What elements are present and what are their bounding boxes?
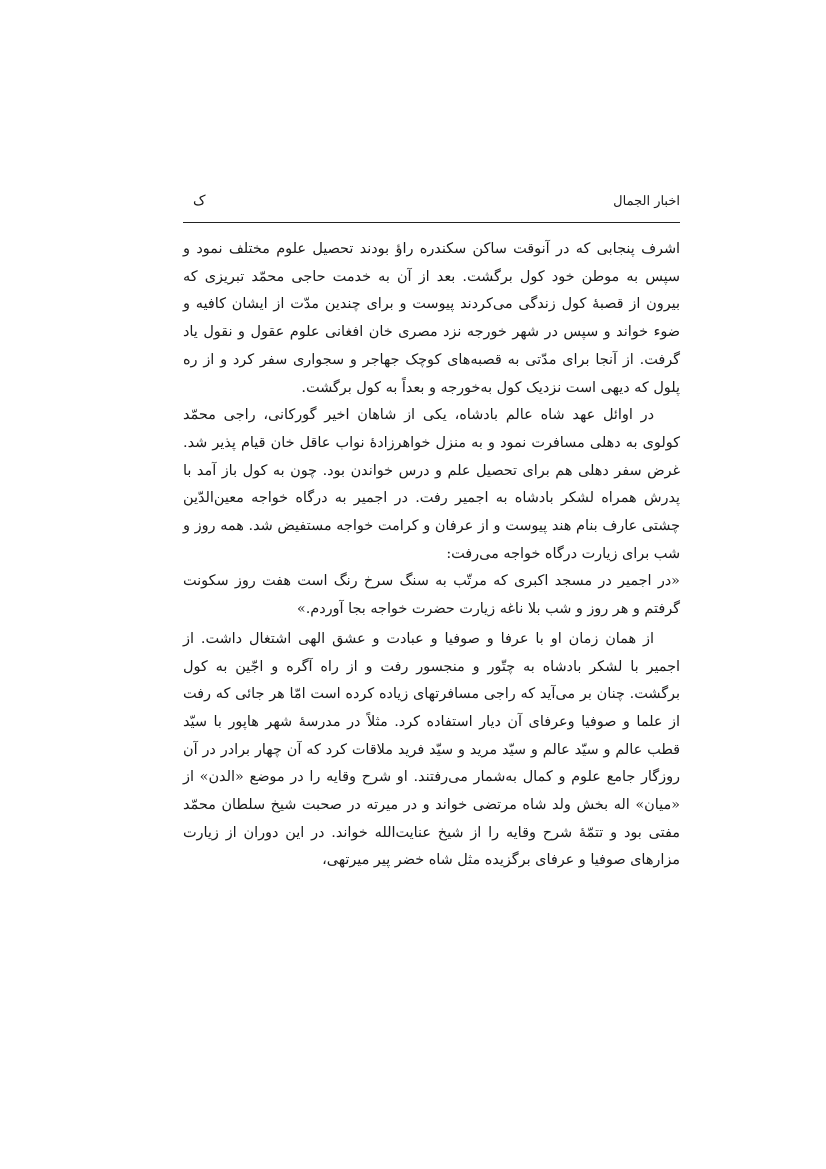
- paragraph-3: از همان زمان او با عرفا و صوفیا و عبادت و عشق الهی اشتغال داشت. از اجمیر با لشکر بادشاه به چتّور و منجسور رفت و از راه آگره و اجّین به کول برگشت. چنان بر می‌آید که راجی مسافرتهای زیاده کرده است امّا هر جائی که رفت از علما و صوفیا وعرفای آن دیار استفاده کرد. مثلاً در مدرسهٔ شهر هاپور با سیّد قطب عالم و سیّد عالم و سیّد مرید و سیّد فرید ملاقات کرد که آن چهار برادر در آن روزگار جامع علوم و کمال به‌شمار می‌رفتند. او شرح وقایه را در موضع «الدن» از «میان» اله بخش ولد شاه مرتضی خواند و در میرته در صحبت شیخ سلطان محمّد مفتی بود و تتمّهٔ شرح وقایه را از شیخ عنایت‌الله خواند. در این دوران از زیارت مزارهای صوفیا و عرفای برگزیده مثل شاه خضر پیر میرتهی،: [183, 630, 680, 869]
- paragraph-2: در اوائل عهد شاه عالم بادشاه، یکی از شاهان اخیر گورکانی، راجی محمّد کولوی به دهلی مسافرت نمود و به منزل خواهرزادهٔ نواب عاقل خان قیام پذیر شد. غرض سفر دهلی هم برای تحصیل علم و درس خواندن بود. چون به کول باز آمد با پدرش همراه لشکر بادشاه به اجمیر رفت. در اجمیر به درگاه خواجه معین‌الدّین چشتی عارف بنام هند پیوست و از عرفان و کرامت خواجه مستفیض شد. همه روز و شب برای زیارت درگاه خواجه می‌رفت:: [183, 407, 681, 562]
- page-number: ک: [193, 193, 206, 209]
- paragraph-1: اشرف پنجابی که در آنوقت ساکن سکندره راؤ بودند تحصیل علوم مختلف نمود و سپس به موطن خود کول برگشت. بعد از آن به خدمت حاجی محمّد تبریزی که بیرون از قصبهٔ کول زندگی می‌کردند پیوست و برای چندین مدّت از ایشان کافیه و ضوء خواند و سپس در شهر خورجه نزد مصری خان افغانی علوم عقول و نقول یاد گرفت. از آنجا برای مدّتی به قصبه‌های کوچک جهاجر و سجواری سفر کرد و از ره پلول که دیهی است نزدیک کول به‌خورجه و بعداً به کول برگشت.: [183, 241, 680, 396]
- quote-block: «در اجمیر در مسجد اکبری که مرتّب به سنگ سرخ رنگ است هفت روز سکونت گرفتم و هر روز و شب بلا ناغه زیارت حضرت خواجه بجا آوردم.»: [183, 573, 680, 618]
- running-header: [183, 192, 680, 223]
- body-text: [183, 236, 680, 875]
- running-title: اخبار الجمال: [613, 194, 680, 209]
